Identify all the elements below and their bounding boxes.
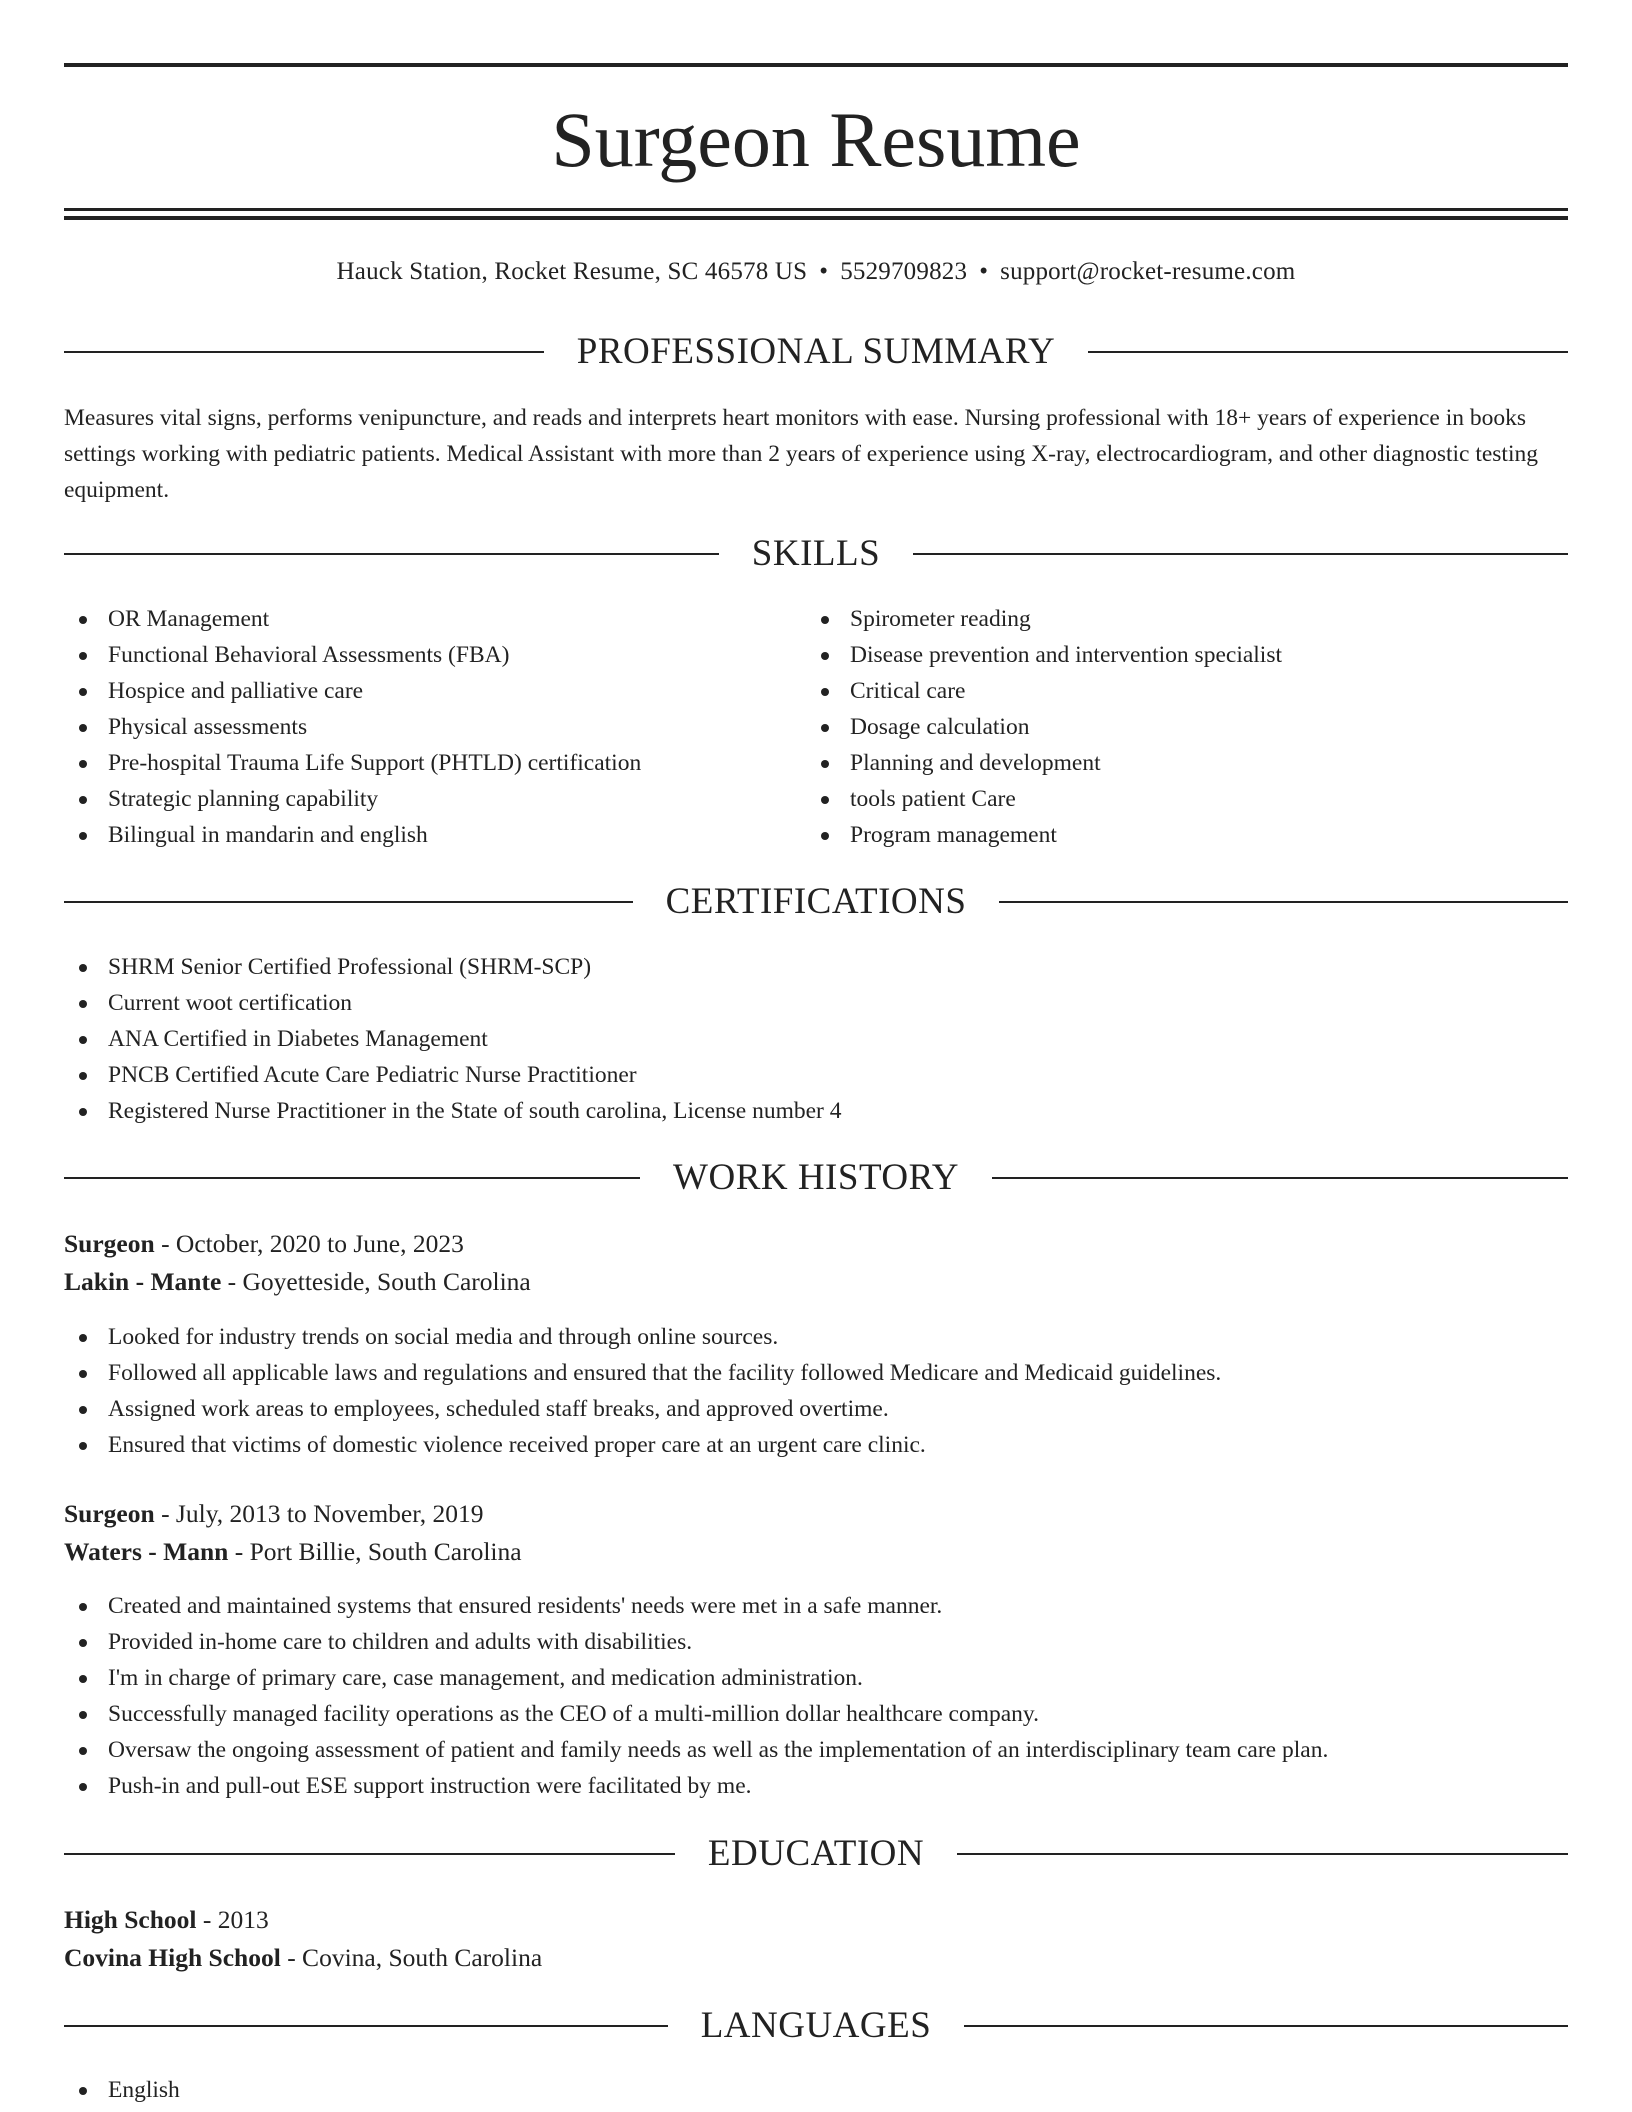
certification-item: ANA Certified in Diabetes Management [64, 1021, 1568, 1057]
certification-item: Registered Nurse Practitioner in the State of south carolina, License number 4 [64, 1093, 1568, 1129]
language-item: English [64, 2072, 1568, 2108]
section-rule-right [992, 1177, 1568, 1179]
section-rule-right [964, 2025, 1568, 2027]
job-title: Surgeon [64, 1499, 155, 1528]
section-rule-left [64, 351, 544, 353]
job-title-line [64, 1495, 1568, 1533]
skill-item: Bilingual in mandarin and english [64, 817, 804, 853]
education-school: Covina High School [64, 1943, 281, 1972]
job-location: - Goyetteside, South Carolina [221, 1267, 531, 1296]
section-header-education [64, 1832, 1568, 1876]
contact-email: support@rocket-resume.com [1000, 258, 1296, 285]
education-school-line [64, 1939, 1568, 1977]
section-header-skills [64, 532, 1568, 576]
languages-list [64, 2072, 1568, 2108]
job-dates: - July, 2013 to November, 2019 [154, 1499, 484, 1528]
section-header-work-history [64, 1156, 1568, 1200]
certification-item: PNCB Certified Acute Care Pediatric Nurse Practitioner [64, 1057, 1568, 1093]
skill-item: Dosage calculation [806, 709, 1546, 745]
skill-item: Functional Behavioral Assessments (FBA) [64, 637, 804, 673]
skill-item: Pre-hospital Trauma Life Support (PHTLD) certification [64, 745, 804, 781]
job-location: - Port Billie, South Carolina [228, 1537, 522, 1566]
contact-separator: • [819, 258, 829, 285]
job-company-line [64, 1263, 1568, 1301]
page-title: Surgeon Resume [551, 96, 1081, 183]
education-entry [64, 1901, 1568, 1977]
contact-line [64, 254, 1568, 290]
certifications-list [64, 949, 1568, 1129]
summary-text: Measures vital signs, performs venipuncture, and reads and interprets heart monitors with ease. Nursing professional with 18+ years of experience in books settings working with pediatric patients. Medical Assistant with more than 2 years of experience using X-ray, electrocardiogram, and other diagnostic testing equipment. [64, 405, 1538, 503]
skill-item: Physical assessments [64, 709, 804, 745]
job-duty: Provided in-home care to children and adults with disabilities. [64, 1624, 1568, 1660]
education-location: - Covina, South Carolina [280, 1943, 543, 1972]
section-title-education: EDUCATION [707, 1833, 925, 1874]
job-duty: Ensured that victims of domestic violence received proper care at an urgent care clinic. [64, 1427, 1568, 1463]
job-duties-list [64, 1319, 1568, 1463]
job-duty: Looked for industry trends on social media and through online sources. [64, 1319, 1568, 1355]
section-title-skills: SKILLS [751, 533, 881, 574]
skill-item: Strategic planning capability [64, 781, 804, 817]
top-rule [64, 63, 1568, 67]
skills-list-left [64, 601, 804, 853]
skill-item: Spirometer reading [806, 601, 1546, 637]
job-company-line [64, 1533, 1568, 1571]
job-duty: Push-in and pull-out ESE support instruction were facilitated by me. [64, 1768, 1568, 1804]
skill-item: tools patient Care [806, 781, 1546, 817]
certification-item: SHRM Senior Certified Professional (SHRM-SCP) [64, 949, 1568, 985]
job-title: Surgeon [64, 1229, 155, 1258]
job-duty: Successfully managed facility operations as the CEO of a multi-million dollar healthcare company. [64, 1696, 1568, 1732]
skill-item: Hospice and palliative care [64, 673, 804, 709]
job-title-line [64, 1225, 1568, 1263]
skill-item: OR Management [64, 601, 804, 637]
section-rule-left [64, 1177, 640, 1179]
contact-separator: • [979, 258, 989, 285]
title-rule-upper [64, 208, 1568, 211]
section-rule-left [64, 1853, 675, 1855]
job-entry-header [64, 1225, 1568, 1301]
job-duty: I'm in charge of primary care, case management, and medication administration. [64, 1660, 1568, 1696]
job-company: Lakin - Mante [64, 1267, 222, 1296]
skill-item: Program management [806, 817, 1546, 853]
section-rule-left [64, 901, 633, 903]
job-entry-header [64, 1495, 1568, 1571]
section-rule-left [64, 553, 719, 555]
section-rule-right [913, 553, 1568, 555]
job-dates: - October, 2020 to June, 2023 [154, 1229, 464, 1258]
section-header-summary [64, 330, 1568, 374]
section-rule-right [957, 1853, 1568, 1855]
job-duty: Followed all applicable laws and regulations and ensured that the facility followed Medicare and Medicaid guidelines. [64, 1355, 1568, 1391]
job-duty: Oversaw the ongoing assessment of patient and family needs as well as the implementation of an interdisciplinary team care plan. [64, 1732, 1568, 1768]
section-rule-left [64, 2025, 668, 2027]
section-header-languages [64, 2004, 1568, 2048]
section-rule-right [999, 901, 1568, 903]
certification-item: Current woot certification [64, 985, 1568, 1021]
skill-item: Critical care [806, 673, 1546, 709]
section-rule-right [1088, 351, 1568, 353]
skill-item: Planning and development [806, 745, 1546, 781]
section-title-summary: PROFESSIONAL SUMMARY [576, 331, 1056, 372]
section-header-certifications [64, 880, 1568, 924]
education-degree: High School [64, 1905, 197, 1934]
education-degree-line [64, 1901, 1568, 1939]
title-rule-lower [64, 216, 1568, 220]
job-duties-list [64, 1588, 1568, 1804]
section-title-work-history: WORK HISTORY [673, 1157, 959, 1198]
contact-phone: 5529709823 [840, 258, 968, 285]
skills-list-right [806, 601, 1546, 853]
section-title-languages: LANGUAGES [700, 2005, 932, 2046]
job-duty: Assigned work areas to employees, scheduled staff breaks, and approved overtime. [64, 1391, 1568, 1427]
education-year: - 2013 [196, 1905, 269, 1934]
contact-address: Hauck Station, Rocket Resume, SC 46578 US [336, 258, 808, 285]
skill-item: Disease prevention and intervention specialist [806, 637, 1546, 673]
job-duty: Created and maintained systems that ensured residents' needs were met in a safe manner. [64, 1588, 1568, 1624]
job-company: Waters - Mann [64, 1537, 229, 1566]
section-title-certifications: CERTIFICATIONS [665, 881, 967, 922]
